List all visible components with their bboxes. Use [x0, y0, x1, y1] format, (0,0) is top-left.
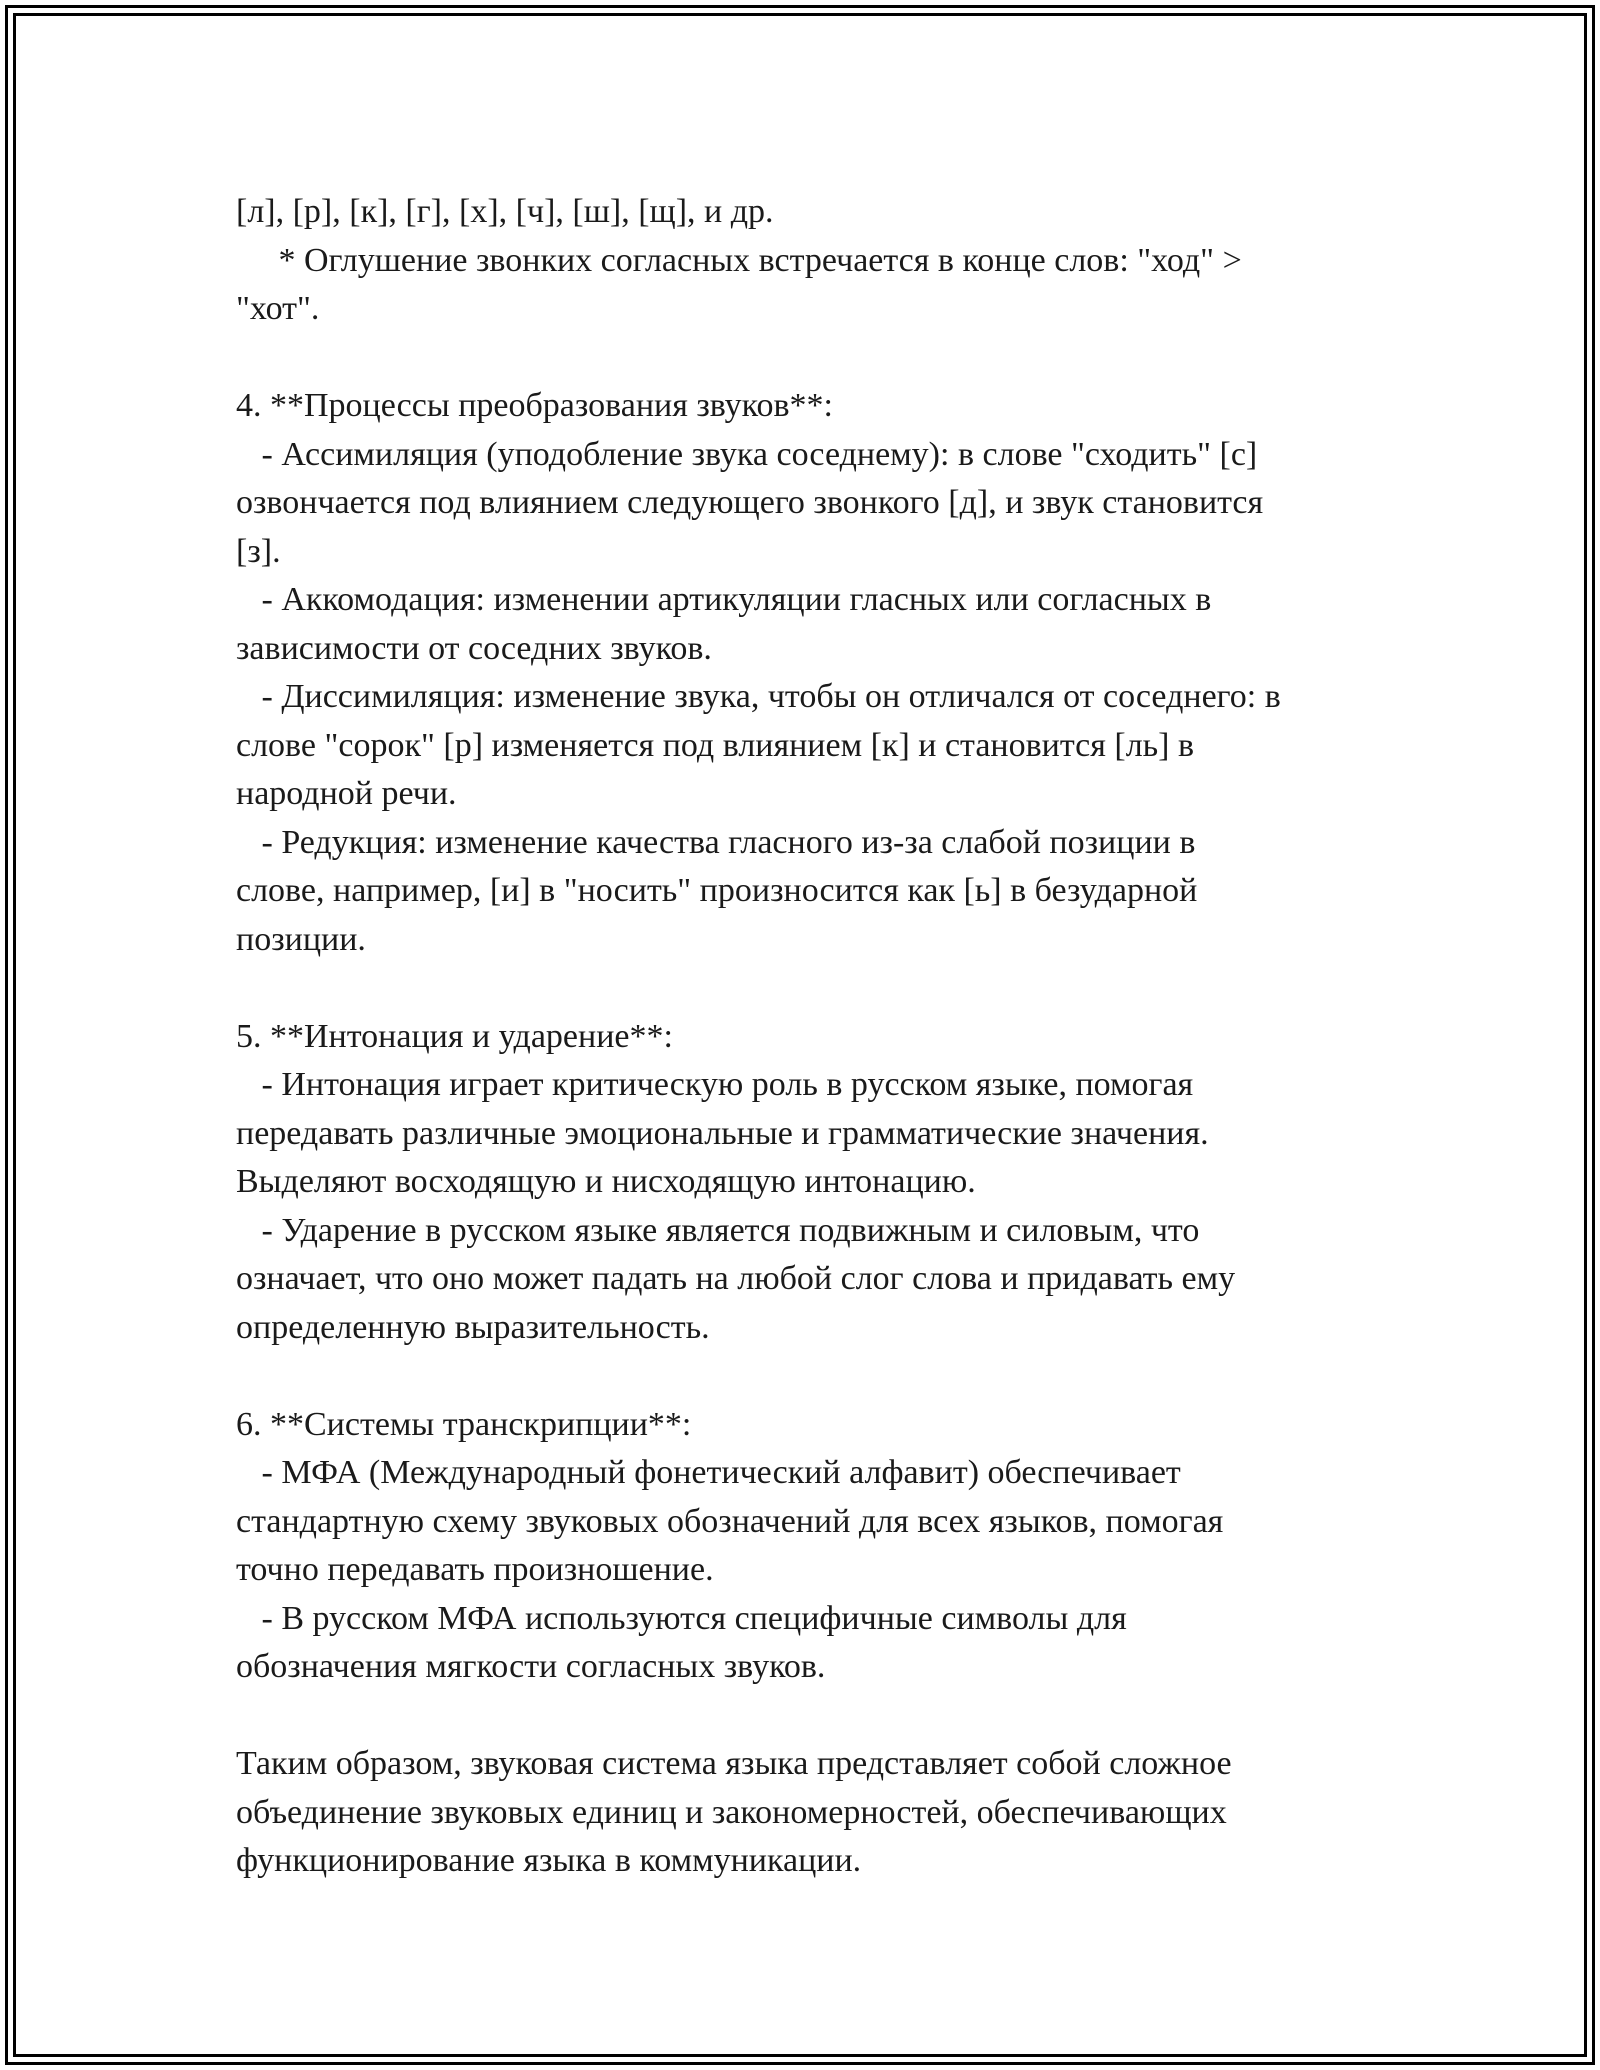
- text-line: обозначения мягкости согласных звуков.: [236, 1648, 826, 1685]
- document-body: [236, 188, 1376, 1886]
- text-line: позиции.: [236, 920, 366, 958]
- text-line: стандартную схему звуковых обозначений для всех языков, помогая: [236, 1502, 1224, 1540]
- text-line: точно передавать произношение.: [236, 1551, 714, 1588]
- section-heading: 4. **Процессы преобразования звуков**:: [236, 387, 833, 424]
- text-line: озвончается под влиянием следующего звонкого [д], и звук становится: [236, 484, 1264, 521]
- text-line: - Ассимиляция (уподобление звука соседнему): в слове "сходить" [с]: [236, 435, 1258, 473]
- text-line: слове, например, [и] в "носить" произносится как [ь] в безударной: [236, 872, 1198, 909]
- blank-line: [236, 334, 1376, 383]
- text-line: народной речи.: [236, 775, 457, 812]
- blank-line: [236, 1352, 1376, 1401]
- text-line: слове "сорок" [р] изменяется под влиянием [к] и становится [ль] в: [236, 726, 1195, 764]
- text-line: [з].: [236, 532, 281, 570]
- text-line: зависимости от соседних звуков.: [236, 629, 712, 667]
- conclusion-line: объединение звуковых единиц и закономерностей, обеспечивающих: [236, 1793, 1227, 1831]
- blank-line: [236, 964, 1376, 1013]
- text-line: - Аккомодация: изменении артикуляции гласных или согласных в: [236, 581, 1212, 618]
- conclusion-line: функционирование языка в коммуникации.: [236, 1842, 862, 1879]
- section-heading: 5. **Интонация и ударение**:: [236, 1017, 673, 1055]
- text-line: "хот".: [236, 290, 320, 327]
- text-line: Выделяют восходящую и нисходящую интонацию.: [236, 1163, 976, 1200]
- text-line: * Оглушение звонких согласных встречается в конце слов: "ход" >: [236, 241, 1242, 279]
- text-line: - Диссимиляция: изменение звука, чтобы он отличался от соседнего: в: [236, 678, 1281, 715]
- text-line: [л], [р], [к], [г], [х], [ч], [ш], [щ], и др.: [236, 193, 774, 230]
- conclusion-line: Таким образом, звуковая система языка представляет собой сложное: [236, 1745, 1232, 1782]
- text-line: - Ударение в русском языке является подвижным и силовым, что: [236, 1211, 1200, 1249]
- text-line: - МФА (Международный фонетический алфавит) обеспечивает: [236, 1454, 1181, 1491]
- text-line: определенную выразительность.: [236, 1308, 710, 1346]
- text-line: - Редукция: изменение качества гласного из-за слабой позиции в: [236, 823, 1196, 861]
- blank-line: [236, 1692, 1376, 1741]
- section-heading: 6. **Системы транскрипции**:: [236, 1405, 692, 1443]
- text-line: означает, что оно может падать на любой слог слова и придавать ему: [236, 1260, 1236, 1297]
- text-line: - Интонация играет критическую роль в русском языке, помогая: [236, 1066, 1194, 1103]
- text-line: - В русском МФА используются специфичные символы для: [236, 1599, 1127, 1637]
- text-line: передавать различные эмоциональные и грамматические значения.: [236, 1114, 1209, 1152]
